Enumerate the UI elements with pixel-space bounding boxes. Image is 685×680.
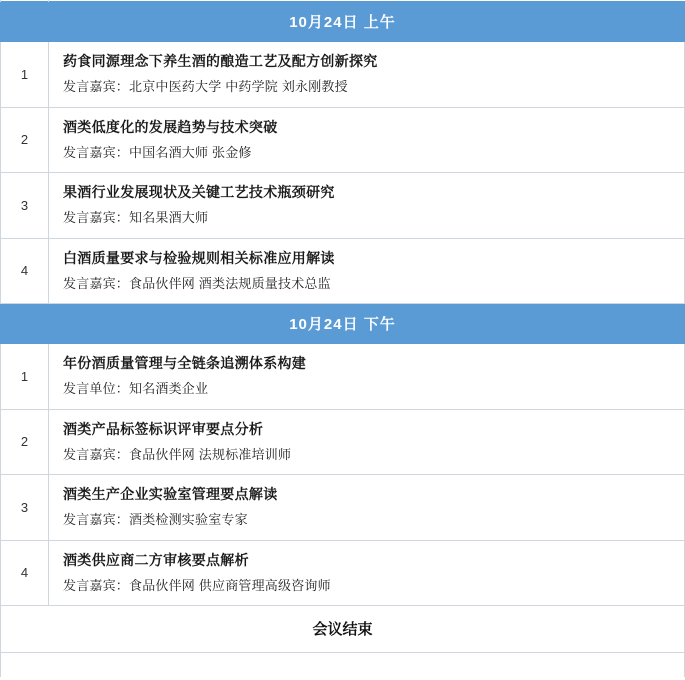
row-index: 2	[1, 409, 49, 475]
row-content	[49, 475, 685, 541]
row-content	[49, 42, 685, 108]
table-row	[1, 475, 685, 541]
row-speaker: 发言嘉宾：食品伙伴网 供应商管理高级咨询师	[63, 577, 331, 593]
row-speaker: 发言嘉宾：食品伙伴网 法规标准培训师	[63, 446, 292, 462]
agenda-footer-row	[1, 606, 685, 653]
table-row	[1, 107, 685, 173]
row-topic: 酒类生产企业实验室管理要点解读	[63, 486, 278, 502]
row-topic: 酒类低度化的发展趋势与技术突破	[63, 118, 278, 135]
table-row	[1, 409, 685, 475]
row-topic: 年份酒质量管理与全链条追溯体系构建	[63, 355, 307, 371]
table-row	[1, 238, 685, 304]
row-speaker: 发言单位：知名酒类企业	[63, 381, 209, 396]
table-row	[1, 173, 685, 239]
row-content	[49, 238, 685, 304]
row-topic: 果酒行业发展现状及关键工艺技术瓶颈研究	[63, 184, 335, 200]
row-content	[49, 173, 685, 239]
row-speaker: 发言嘉宾：中国名酒大师 张金修	[63, 144, 252, 160]
row-index: 2	[1, 107, 49, 173]
row-index: 3	[1, 475, 49, 541]
row-index: 1	[1, 344, 49, 410]
row-index: 3	[1, 173, 49, 239]
agenda-tail-cell	[1, 653, 685, 678]
row-topic: 药食同源理念下养生酒的酿造工艺及配方创新探究	[63, 53, 378, 69]
row-topic: 酒类供应商二方审核要点解析	[63, 551, 249, 568]
row-content	[49, 107, 685, 173]
row-index: 1	[1, 42, 49, 108]
row-speaker: 发言嘉宾：北京中医药大学 中药学院 刘永刚教授	[63, 79, 348, 94]
table-row	[1, 344, 685, 410]
row-content	[49, 409, 685, 475]
table-row	[1, 540, 685, 606]
table-row	[1, 42, 685, 108]
row-speaker: 发言嘉宾：酒类检测实验室专家	[63, 512, 248, 527]
row-index: 4	[1, 540, 49, 606]
session-header-morning	[1, 2, 685, 42]
row-speaker: 发言嘉宾：知名果酒大师	[63, 210, 209, 225]
row-content	[49, 344, 685, 410]
session-header-afternoon	[1, 304, 685, 344]
row-index: 4	[1, 238, 49, 304]
session-header-afternoon-label: 10月24日 下午	[1, 304, 685, 344]
row-topic: 白酒质量要求与检验规则相关标准应用解读	[63, 249, 335, 266]
session-header-morning-label: 10月24日 上午	[1, 2, 685, 42]
agenda-tail-row	[1, 653, 685, 678]
meeting-end-label: 会议结束	[1, 606, 685, 653]
row-topic: 酒类产品标签标识评审要点分析	[63, 420, 264, 437]
row-speaker: 发言嘉宾：食品伙伴网 酒类法规质量技术总监	[63, 275, 331, 291]
row-content	[49, 540, 685, 606]
